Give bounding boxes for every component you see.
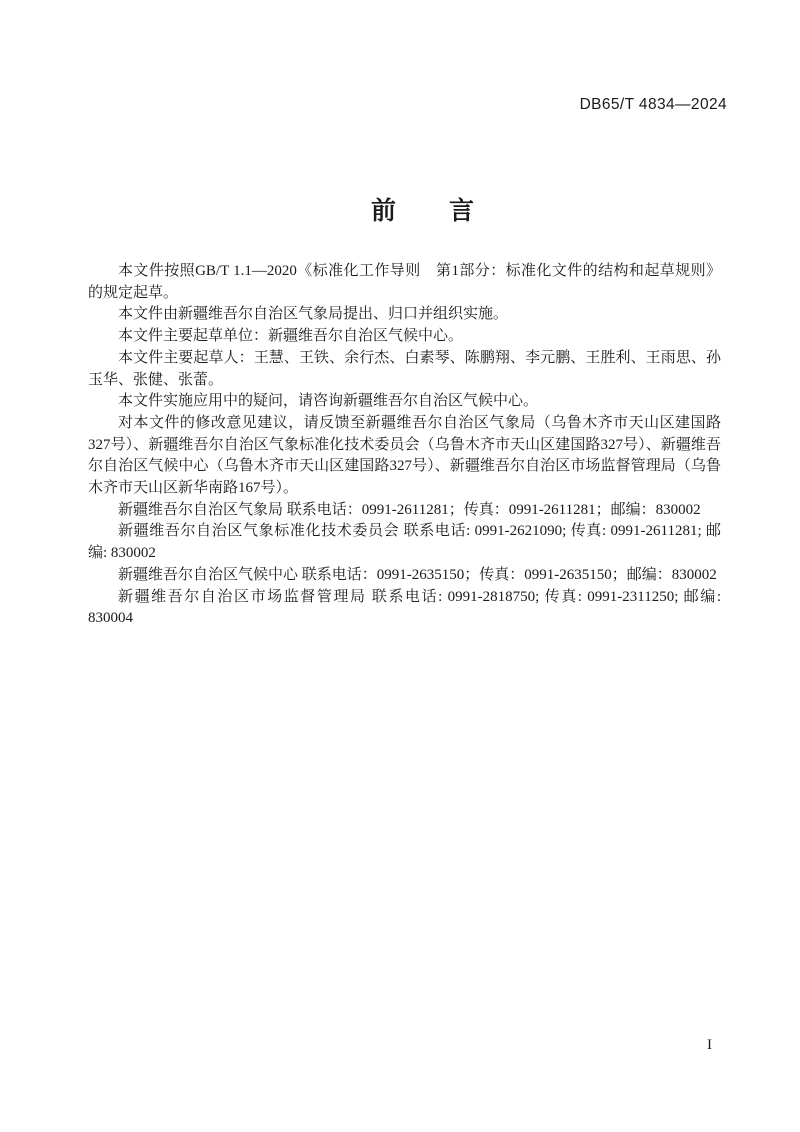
paragraph-inquiry: 本文件实施应用中的疑问，请咨询新疆维吾尔自治区气候中心。 [118, 393, 539, 410]
page-number: I [707, 1037, 712, 1053]
page-title: 前 言 [370, 197, 475, 225]
paragraph-basis: 本文件按照GB/T 1.1—2020《标准化工作导则 第1部分：标准化文件的结构和起草规则》的规定起草。 [88, 263, 721, 301]
paragraph-contact-meteorological-bureau: 新疆维吾尔自治区气象局 联系电话：0991-2611281；传真：0991-2611281；邮编：830002 [118, 501, 701, 518]
paragraph-proposer: 本文件由新疆维吾尔自治区气象局提出、归口并组织实施。 [118, 306, 509, 323]
paragraph-drafters: 本文件主要起草人：王慧、王铁、余行杰、白素琴、陈鹏翔、李元鹏、王胜利、王雨思、孙玉华、张健、张蕾。 [88, 349, 721, 388]
standard-number-header: DB65/T 4834—2024 [579, 96, 727, 113]
paragraph-contact-climate-center: 新疆维吾尔自治区气候中心 联系电话：0991-2635150；传真：0991-2635150；邮编：830002 [118, 566, 717, 583]
foreword-body [88, 261, 721, 630]
paragraph-drafting-unit: 本文件主要起草单位：新疆维吾尔自治区气候中心。 [118, 328, 464, 345]
paragraph-feedback-addresses: 对本文件的修改意见建议，请反馈至新疆维吾尔自治区气象局（乌鲁木齐市天山区建国路327号）、新疆维吾尔自治区气象标准化技术委员会（乌鲁木齐市天山区建国路327号）、新疆维吾尔自治区气候中心（乌鲁木齐市天山区建国路327号）、新疆维吾尔自治区市场监督管理局（乌鲁木齐市天山区新华南路167号）。 [88, 414, 721, 497]
paragraph-contact-standardization-committee: 新疆维吾尔自治区气象标准化技术委员会 联系电话: 0991-2621090; 传真: 0991-2611281; 邮编: 830002 [88, 523, 721, 562]
paragraph-contact-market-regulation: 新疆维吾尔自治区市场监督管理局 联系电话: 0991-2818750; 传真: 0991-2311250; 邮编: 830004 [88, 588, 721, 627]
